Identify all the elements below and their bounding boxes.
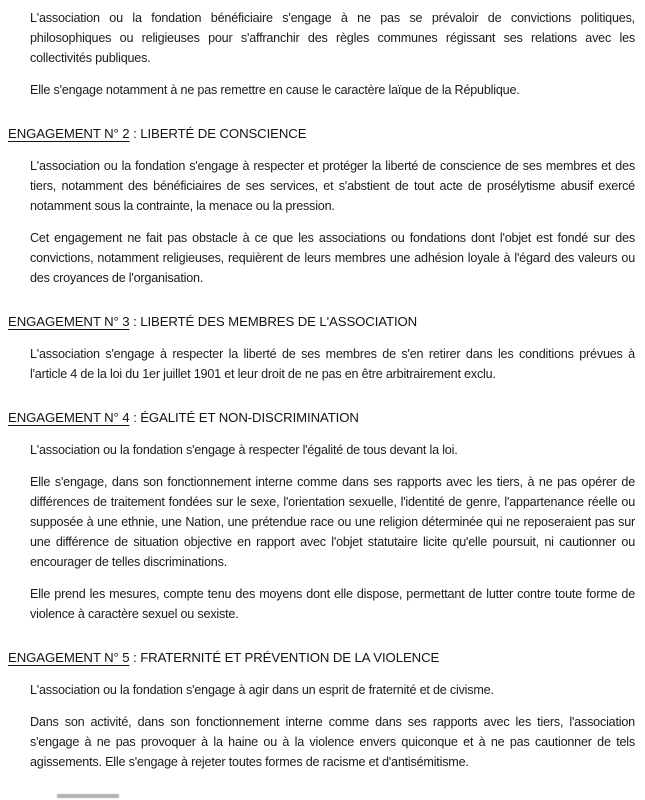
section-paragraph: Elle prend les mesures, compte tenu des moyens dont elle dispose, permettant de lutter contre toute forme de violence à caractère sexuel ou sexiste. (30, 587, 635, 621)
heading-title: : LIBERTÉ DE CONSCIENCE (129, 126, 307, 141)
heading-number: ENGAGEMENT N° 2 (8, 126, 130, 141)
section-paragraph: Elle s'engage, dans son fonctionnement interne comme dans ses rapports avec les tiers, à ne pas opérer de différences de traitement fondées sur le sexe, l'orientation sexuelle, l'identité de genre, l'appartenance réelle ou supposée à une ethnie, une Nation, une prétendue race ou une religion déterminée qui ne reposeraient pas sur une différence de situation objective en rapport avec l'objet statutaire licite qu'elle poursuit, ni cautionner ou encourager de telles discriminations. (30, 475, 635, 569)
section-paragraph: Cet engagement ne fait pas obstacle à ce que les associations ou fondations dont l'objet est fondé sur des convictions, notamment religieuses, requièrent de leurs membres une adhésion loyale à l'égard des valeurs ou des croyances de l'organisation. (30, 231, 635, 285)
intro-paragraph: L'association ou la fondation bénéficiaire s'engage à ne pas se prévaloir de convictions politiques, philosophiques ou religieuses pour s'affranchir des règles communes régissant ses relations avec les collectivités publiques. (30, 11, 635, 65)
section-heading-engagement-4 (8, 408, 635, 428)
heading-title: : FRATERNITÉ ET PRÉVENTION DE LA VIOLENCE (129, 650, 440, 665)
section-paragraph: L'association s'engage à respecter la liberté de ses membres de s'en retirer dans les conditions prévues à l'article 4 de la loi du 1er juillet 1901 et leur droit de ne pas en être arbitrairement exclu. (30, 347, 635, 381)
section-heading-engagement-5 (8, 648, 635, 668)
heading-title: : LIBERTÉ DES MEMBRES DE L'ASSOCIATION (129, 314, 418, 329)
heading-number: ENGAGEMENT N° 4 (8, 410, 130, 425)
section-paragraph: L'association ou la fondation s'engage à agir dans un esprit de fraternité et de civisme. (30, 683, 494, 697)
section-paragraph: Dans son activité, dans son fonctionnement interne comme dans ses rapports avec les tiers, l'association s'engage à ne pas provoquer à la haine ou à la violence envers quiconque et à ne pas cautionner de tels agissements. Elle s'engage à rejeter toutes formes de racisme et d'antisémitisme. (30, 715, 635, 769)
next-heading-cutoff-fragment (57, 794, 119, 798)
section-heading-engagement-2 (8, 124, 635, 144)
heading-title: : ÉGALITÉ ET NON-DISCRIMINATION (129, 410, 359, 425)
heading-number: ENGAGEMENT N° 5 (8, 650, 130, 665)
section-heading-engagement-3 (8, 312, 635, 332)
heading-number: ENGAGEMENT N° 3 (8, 314, 130, 329)
section-paragraph: L'association ou la fondation s'engage à respecter et protéger la liberté de conscience de ses membres et des tiers, notamment des bénéficiaires de ses services, et s'abstient de tout acte de prosélytisme abusif exercé notamment sous la contrainte, la menace ou la pression. (30, 159, 635, 213)
section-paragraph: L'association ou la fondation s'engage à respecter l'égalité de tous devant la loi. (30, 443, 458, 457)
intro-paragraph: Elle s'engage notamment à ne pas remettre en cause le caractère laïque de la République. (30, 83, 520, 97)
